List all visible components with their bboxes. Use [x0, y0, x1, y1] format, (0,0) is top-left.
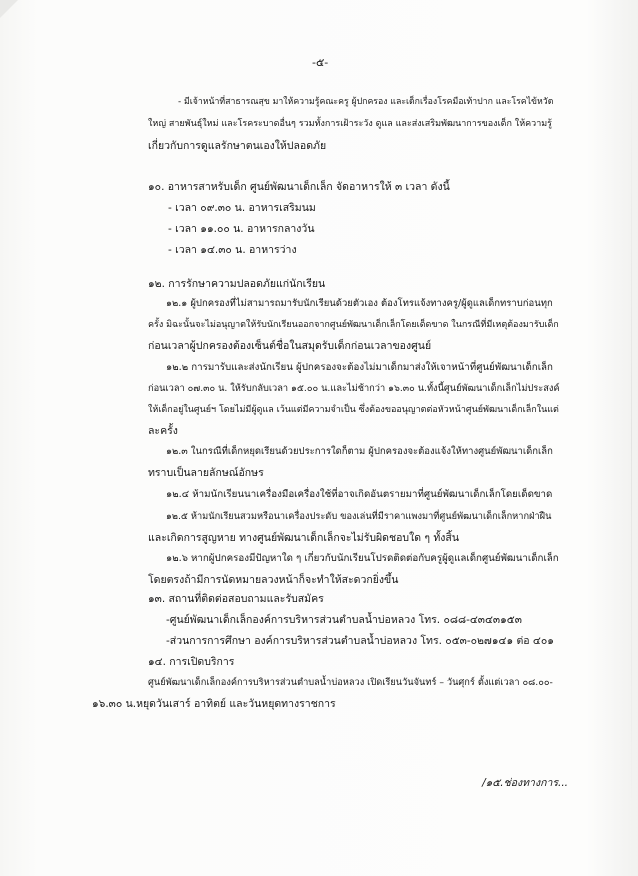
text-line: ๑๒.๒ การมารับและส่งนักเรียน ผู้ปกครองจะต้องไม่มาเด็กมาส่งให้เจาหน้าที่ศูนย์พัฒนาเด็กเล็ก	[166, 362, 553, 373]
section-heading: ๑๔. การเปิดบริการ	[148, 656, 235, 668]
text-line: ๑๒.๓ ในกรณีที่เด็กหยุดเรียนด้วยประการใดก็ตาม ผู้ปกครองจะต้องแจ้งให้ทางศูนย์พัฒนาเด็กเล็ก	[166, 446, 553, 457]
text-line: เกี่ยวกับการดูแลรักษาตนเองให้ปลอดภัย	[148, 140, 327, 152]
text-line: โดยตรงถ้ามีการนัดหมายลวงหน้าก็จะทำให้สะดวกยิ่งขึ้น	[148, 574, 399, 586]
section-heading: ๑๓. สถานที่ติดต่อสอบถามและรับสมัคร	[148, 593, 324, 605]
text-line: - เวลา ๐๙.๓๐ น. อาหารเสริมนม	[168, 202, 316, 214]
text-line: ทราบเป็นลายลักษณ์อักษร	[148, 467, 264, 479]
text-line: ครั้ง มิฉะนั้นจะไม่อนุญาตให้รับนักเรียนออกจากศูนย์พัฒนาเด็กเล็กโดยเด็ดขาด ในกรณีที่มีเหตุต้องมารับเด็ก	[148, 320, 559, 330]
text-line: และเกิดการสูญหาย ทางศูนย์พัฒนาเด็กเล็กจะไม่รับผิดชอบใด ๆ ทั้งสิ้น	[148, 532, 459, 544]
text-line: ก่อนเวลา ๐๗.๓๐ น. ให้รับกลับเวลา ๑๕.๐๐ น.และไม่ช้ากว่า ๑๖.๓๐ น.ทั้งนี้ศูนย์พัฒนาเด็กเล็กไม่ประสงค์	[148, 383, 560, 394]
page-number: -๕-	[312, 56, 329, 69]
text-line: - มีเจ้าหน้าที่สาธารณสุข มาให้ความรู้คณะครู ผู้ปกครอง และเด็กเรื่องโรคมือเท้าปาก และโรคไข้หวัด	[178, 97, 554, 107]
text-line: ๑๒.๕ ห้ามนักเรียนสวมหรือนาเครื่องประดับ ของเล่นที่มีราคาแพงมาที่ศูนย์พัฒนาเด็กเล็กหากฝ่าฝืน	[166, 511, 552, 522]
contact-line: -ส่วนการการศึกษา องค์การบริหารส่วนตำบลน้ำบ่อหลวง โทร. ๐๕๓-๐๒๗๑๔๑ ต่อ ๔๐๑	[166, 635, 554, 647]
text-line: ๑๒.๔ ห้ามนักเรียนนาเครื่องมือเครื่องใช้ที่อาจเกิดอันตรายมาที่ศูนย์พัฒนาเด็กเล็กโดยเด็ดขาด	[166, 489, 553, 500]
contact-line: -ศูนย์พัฒนาเด็กเล็กองค์การบริหารส่วนตำบลน้ำบ่อหลวง โทร. ๐๘๘-๔๓๔๓๑๕๓	[166, 614, 522, 626]
text-line: ศูนย์พัฒนาเด็กเล็กองค์การบริหารส่วนตำบลน้ำบ่อหลวง เปิดเรียนวันจันทร์ – วันศุกร์ ตั้งแต่เวลา ๐๘.๐๐-	[148, 677, 553, 688]
text-line: ก่อนเวลาผู้ปกครองต้องเซ็นต์ชื่อในสมุดรับเด็กก่อนเวลาของศูนย์	[148, 340, 432, 352]
text-line: ละครั้ง	[148, 425, 178, 437]
page-corner-fold	[0, 0, 18, 18]
text-line: - เวลา ๑๔.๓๐ น. อาหารว่าง	[168, 244, 297, 256]
text-line: ๑๒.๑ ผู้ปกครองที่ไม่สามารถมารับนักเรียนด้วยตัวเอง ต้องโทรแจ้งทางครู/ผู้ดูแลเด็กทราบก่อนทุก	[166, 298, 553, 309]
section-heading: ๑๒. การรักษาความปลอดภัยแก่นักเรียน	[148, 278, 326, 290]
section-heading: ๑๐. อาหารสาหรับเด็ก ศูนย์พัฒนาเด็กเล็ก จัดอาหารให้ ๓ เวลา ดังนี้	[148, 181, 450, 193]
text-line: - เวลา ๑๑.๐๐ น. อาหารกลางวัน	[168, 223, 315, 235]
text-line: ๑๖.๓๐ น.หยุดวันเสาร์ อาทิตย์ และวันหยุดทางราชการ	[92, 698, 336, 710]
text-line: ๑๒.๖ หากผู้ปกครองมีปัญหาใด ๆ เกี่ยวกับนักเรียนโปรดติดต่อกับครูผู้ดูแลเด็กศูนย์พัฒนาเด็กเล็ก	[166, 553, 559, 564]
text-line: ใหญ่ สายพันธุ์ใหม่ และโรคระบาดอื่นๆ รวมทั้งการเฝ้าระวัง ดูแล และส่งเสริมพัฒนาการของเด็ก ให้ความรู้	[148, 119, 553, 129]
text-line: ให้เด็กอยู่ในศูนย์ฯ โดยไม่มีผู้ดูแล เว้นแต่มีความจำเป็น ซึ่งต้องขออนุญาตต่อหัวหน้าศูนย์พัฒนาเด็กเล็กในแต่	[148, 405, 559, 415]
scan-edge-shadow	[631, 40, 632, 840]
continued-footer: /๑๕.ช่องทางการ...	[482, 777, 568, 789]
